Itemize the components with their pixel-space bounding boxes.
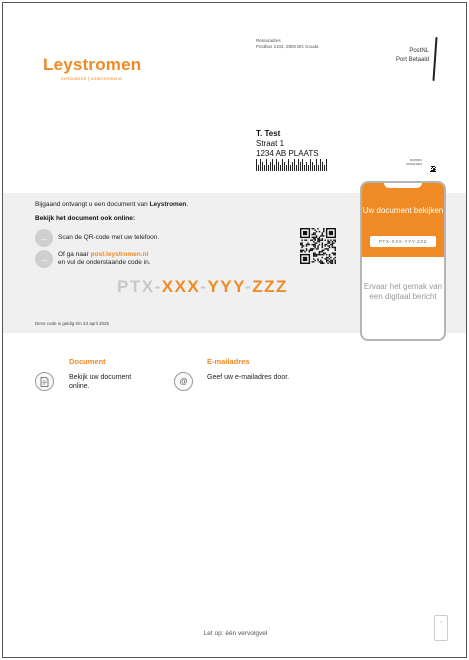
band-intro-suffix: . — [186, 201, 189, 208]
phone-screen-header — [362, 183, 444, 257]
band-heading: Bekijk het document ook online: — [35, 215, 136, 222]
band-intro — [35, 201, 188, 208]
step-scan-text: Scan de QR-code met uw telefoon. — [58, 234, 160, 241]
logo-name: Leystromen — [43, 55, 142, 74]
postal-barcode — [256, 159, 327, 171]
step-website-prefix: Of ga naar — [58, 251, 91, 258]
code-part-prefix: PTX — [117, 277, 155, 296]
arrow-right-icon: → — [35, 250, 53, 268]
postage-mark — [432, 37, 437, 81]
letter-page — [2, 2, 467, 658]
code-part-1: XXX — [161, 277, 201, 296]
step-website — [35, 250, 151, 268]
phone-message: Ervaar het gemak van een digitaal bericht — [363, 282, 443, 301]
step-website-suffix: en vul de onderstaande code in. — [58, 259, 151, 266]
phone-illustration — [360, 181, 446, 341]
column-document-text: Bekijk uw document online. — [69, 374, 132, 390]
phone-code-field: PTX-XXX-YYY-ZZZ — [370, 236, 436, 247]
small-code-line2: 0001/11002 — [406, 162, 422, 166]
return-label: Retouradres — [256, 38, 281, 43]
website-link[interactable]: post.leystromen.nl — [90, 251, 149, 258]
code-part-3: ZZZ — [252, 277, 288, 296]
return-address-line: Postbus 2104, 2800 BG Gouda — [256, 44, 319, 49]
datamatrix-icon — [422, 158, 436, 172]
logo-tagline: verbindend | ondernemend — [61, 76, 122, 81]
small-code-line1: DD/0001 — [410, 158, 422, 162]
phone-title: Uw document bekijken — [362, 206, 444, 215]
postage-line2: Port Betaald — [395, 57, 429, 63]
column-document-title: Document — [69, 357, 106, 366]
return-address — [256, 38, 319, 50]
band-intro-sender: Leystromen — [149, 201, 187, 208]
recycle-stamp-icon: ♲ — [434, 615, 448, 641]
sender-logo — [43, 55, 141, 81]
band-intro-prefix: Bijgaand ontvangt u een document van — [35, 201, 150, 208]
code-part-2: YYY — [207, 277, 246, 296]
recipient-name: T. Test — [256, 129, 281, 138]
access-code — [117, 277, 288, 297]
recipient-address — [256, 129, 319, 159]
recipient-city: 1234 AB PLAATS — [256, 149, 319, 158]
column-email-text: Geef uw e-mailadres door. — [207, 374, 290, 381]
code-validity: Deze code is geldig t/m 23 april 2025 — [35, 321, 110, 326]
code-separator: - — [200, 277, 208, 296]
arrow-right-icon: → — [35, 229, 53, 247]
postage-line1: PostNL — [409, 48, 429, 54]
column-email-title: E-mailadres — [207, 357, 250, 366]
small-reference-code — [398, 158, 422, 166]
postage-indicia — [396, 47, 429, 65]
code-separator: - — [154, 277, 162, 296]
step-scan — [35, 229, 159, 247]
recipient-street: Straat 1 — [256, 139, 285, 148]
code-separator: - — [245, 277, 253, 296]
footer-note: Let op: één vervolgvel — [203, 630, 268, 637]
phone-notch — [384, 182, 422, 188]
qr-code-icon[interactable] — [300, 228, 336, 264]
document-icon — [35, 372, 54, 391]
at-icon: @ — [174, 372, 193, 391]
step-website-text — [58, 251, 151, 267]
